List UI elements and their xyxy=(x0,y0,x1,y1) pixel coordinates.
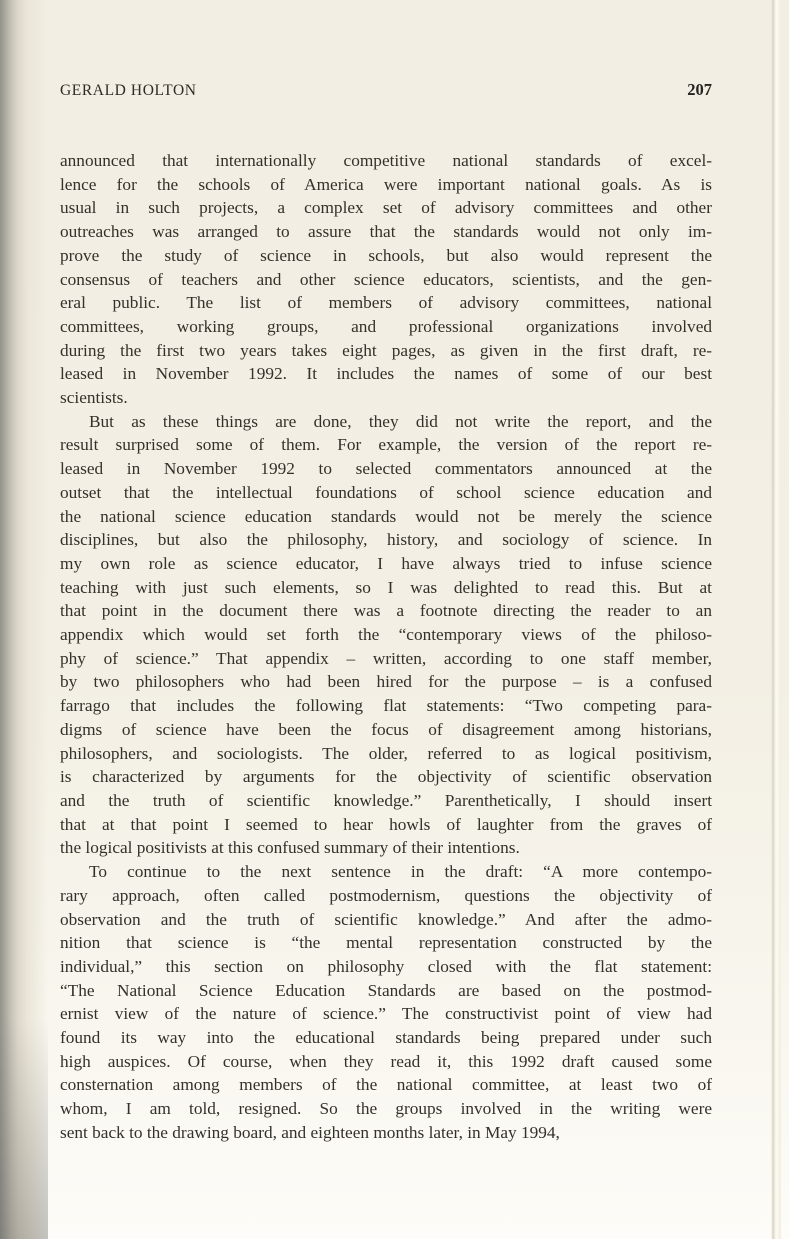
text-line: result surprised some of them. For example, the version of the report re- xyxy=(60,435,712,455)
text-line: To continue to the next sentence in the draft: “A more contempo- xyxy=(89,862,712,882)
text-line: ernist view of the nature of science.” The constructivist point of view had xyxy=(60,1004,712,1024)
page-number: 207 xyxy=(687,80,712,99)
text-line: found its way into the educational standards being prepared under such xyxy=(60,1028,712,1048)
text-line: phy of science.” That appendix – written, according to one staff member, xyxy=(60,648,712,668)
text-line: that point in the document there was a footnote directing the reader to an xyxy=(60,601,712,621)
gutter-shadow xyxy=(0,0,48,1239)
text-line: the national science education standards would not be merely the science xyxy=(60,506,712,526)
text-line: disciplines, but also the philosophy, history, and sociology of science. In xyxy=(60,530,712,550)
page-body xyxy=(60,149,712,1145)
text-line: nition that science is “the mental representation constructed by the xyxy=(60,933,712,953)
text-line: observation and the truth of scientific knowledge.” And after the admo- xyxy=(60,909,712,929)
text-line: whom, I am told, resigned. So the groups involved in the writing were xyxy=(60,1099,712,1119)
text-line: high auspices. Of course, when they read it, this 1992 draft caused some xyxy=(60,1051,712,1071)
text-line: individual,” this section on philosophy closed with the flat statement: xyxy=(60,956,712,976)
text-line: outset that the intellectual foundations of school science education and xyxy=(60,482,712,502)
text-line: the logical positivists at this confused summary of their intentions. xyxy=(60,838,520,858)
text-line: lence for the schools of America were important national goals. As is xyxy=(60,174,712,194)
text-line: outreaches was arranged to assure that the standards would not only im- xyxy=(60,222,712,242)
text-line: eral public. The list of members of advisory committees, national xyxy=(60,293,712,313)
text-line: leased in November 1992 to selected commentators announced at the xyxy=(60,459,712,479)
running-head-author: GERALD HOLTON xyxy=(60,82,197,99)
text-line: usual in such projects, a complex set of advisory committees and other xyxy=(60,198,712,218)
text-line: But as these things are done, they did not write the report, and the xyxy=(89,411,712,431)
text-line: and the truth of scientific knowledge.” Parenthetically, I should insert xyxy=(60,790,712,810)
text-line: consternation among members of the national committee, at least two of xyxy=(60,1075,712,1095)
text-line: prove the study of science in schools, but also would represent the xyxy=(60,245,712,265)
text-line: consensus of teachers and other science educators, scientists, and the gen- xyxy=(60,269,712,289)
text-line: digms of science have been the focus of disagreement among historians, xyxy=(60,719,712,739)
text-line: rary approach, often called postmodernism, questions the objectivity of xyxy=(60,885,712,905)
text-line: that at that point I seemed to hear howls of laughter from the graves of xyxy=(60,814,712,834)
text-line: teaching with just such elements, so I was delighted to read this. But at xyxy=(60,577,712,597)
text-line: appendix which would set forth the “contemporary views of the philoso- xyxy=(60,625,712,645)
text-line: during the first two years takes eight pages, as given in the first draft, re- xyxy=(60,340,712,360)
text-line: is characterized by arguments for the objectivity of scientific observation xyxy=(60,767,712,787)
page-edge xyxy=(771,0,781,1239)
text-line: leased in November 1992. It includes the names of some of our best xyxy=(60,364,712,384)
text-line: philosophers, and sociologists. The older, referred to as logical positivism, xyxy=(60,743,712,763)
text-line: scientists. xyxy=(60,388,128,408)
text-line: sent back to the drawing board, and eighteen months later, in May 1994, xyxy=(60,1122,560,1142)
text-line: my own role as science educator, I have always tried to infuse science xyxy=(60,553,712,573)
text-line: announced that internationally competitive national standards of excel- xyxy=(60,151,712,170)
running-header xyxy=(60,80,712,100)
text-line: “The National Science Education Standards are based on the postmod- xyxy=(60,980,712,1000)
text-line: farrago that includes the following flat statements: “Two competing para- xyxy=(60,696,712,716)
text-line: by two philosophers who had been hired for the purpose – is a confused xyxy=(60,672,712,692)
text-line: committees, working groups, and professional organizations involved xyxy=(60,316,712,336)
